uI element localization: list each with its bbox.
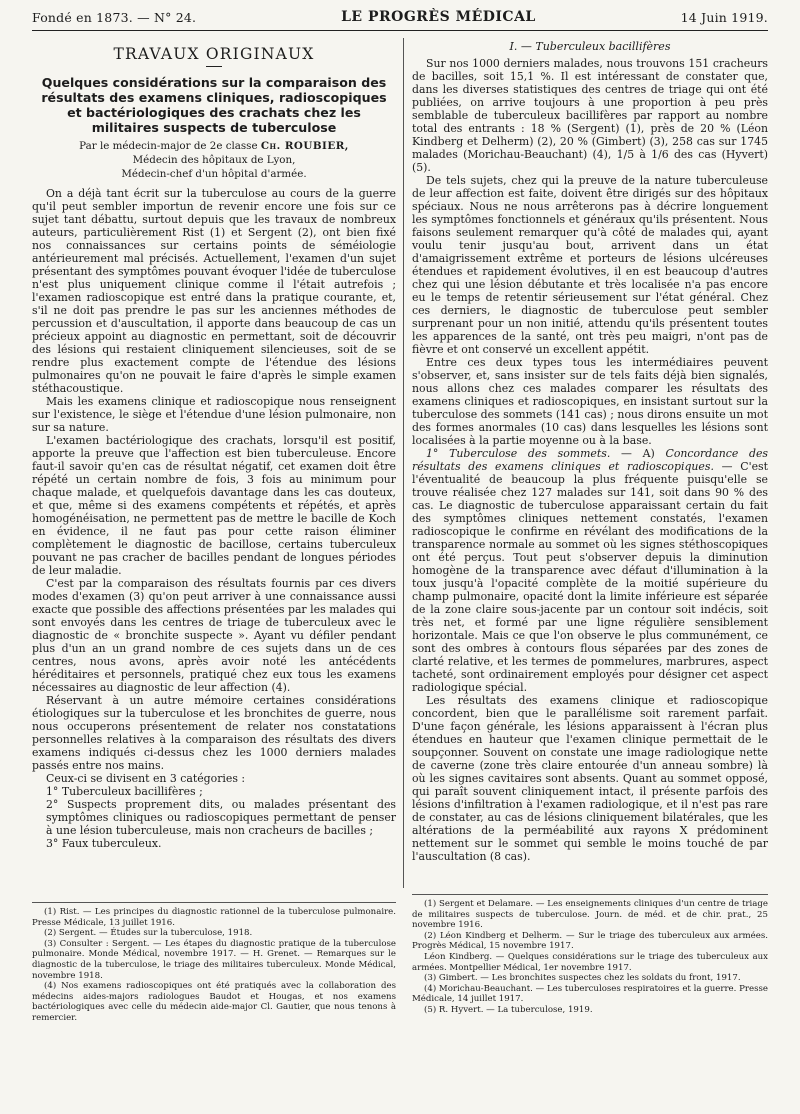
paragraph: C'est par la comparaison des résultats fournis par ces divers modes d'examen (3) qu'on peut arriver à une connaissance aussi exacte que possible des affections présentées par les malades qui sont envoyés dans les centres de triage de tuberculeux avec le diagnostic de « bronchite suspecte ». Ayant vu défiler pendant plus d'un an un grand nombre de ces sujets dans un de ces centres, nous avons, après avoir noté les antécédents héréditaires et personnels, pratiqué chez eux tous les examens nécessaires au diagnostic de leur affection (4).: [32, 577, 396, 694]
author-name: Ch. ROUBIER,: [260, 140, 349, 152]
footnote: (1) Sergent et Delamare. — Les enseignements cliniques d'un centre de triage de militaires suspects de tuberculose. Journ. de méd. et de chir. prat., 25 novembre 1916.: [412, 899, 768, 931]
footnote: (2) Sergent. — Études sur la tuberculose, 1918.: [44, 928, 253, 939]
sommets-lead: 1° Tuberculose des sommets.: [426, 447, 611, 460]
byline: [32, 139, 396, 181]
paragraph-sommets: [412, 447, 768, 694]
paragraph: Entre ces deux types tous les intermédiaires peuvent s'observer, et, sans insister sur de tels faits déjà bien signalés, nous allons chez ces malades comparer les résultats des examens cliniques et radioscopiques, en insistant surtout sur la tuberculose des sommets (141 cas) ; nous dirons ensuite un mot des formes anormales (10 cas) dans lesquelles les lésions sont localisées à la partie moyenne ou à la base.: [412, 356, 768, 447]
footnote: (3) Consulter : Sergent. — Les étapes du diagnostic pratique de la tuberculose pulmonaire. Monde Médical, novembre 1917. — H. Grenet. — Remarques sur le diagnostic de la tuberculose, le triage des militaires tuberculeux. Monde Médical, novembre 1918.: [32, 938, 396, 981]
paragraph: Ceux-ci se divisent en 3 catégories :: [46, 772, 246, 785]
footnote: (1) Rist. — Les principes du diagnostic rationnel de la tuberculose pulmonaire. Presse Médicale, 13 juillet 1916.: [32, 907, 396, 928]
footnote: (5) R. Hyvert. — La tuberculose, 1919.: [424, 1004, 593, 1015]
article-title: Quelques considérations sur la comparaison des résultats des examens cliniques, radioscopiques et bactériologiques des crachats chez les militaires suspects de tuberculose: [41, 75, 387, 135]
left-column: [32, 38, 396, 892]
paragraph: L'examen bactériologique des crachats, lorsqu'il est positif, apporte la preuve que l'affection est bien tuberculeuse. Encore faut-il savoir qu'en cas de résultat négatif, cet examen doit être répété un certain nombre de fois, 3 fois au minimum pour chaque malade, et quelquefois davantage dans les cas douteux, et que, même si des examens compétents et répétés, et après homogénéisation, ne permettent pas de mettre le bacille de Koch en évidence, il ne faut pas pour cette raison éliminer complètement le diagnostic de bacillose, certains tuberculeux pouvant ne pas cracher de bacilles pendant de longues périodes de leur maladie.: [32, 434, 396, 577]
byline-affiliation: Médecin des hôpitaux de Lyon,: [132, 154, 296, 166]
subsection-heading: I. — Tuberculeux bacillifères: [509, 40, 671, 53]
byline-line1: [32, 139, 396, 153]
header-founded: Fondé en 1873. — N° 24.: [32, 9, 197, 25]
category-item: 3° Faux tuberculeux.: [46, 837, 162, 850]
footnotes-left: [32, 902, 396, 1102]
paragraph: Les résultats des examens clinique et radioscopique concordent, bien que le parallélisme soit rarement parfait. D'une façon générale, les lésions apparaissent à l'écran plus étendues en hauteur que l'examen clinique permettait de le soupçonner. Souvent on constate une image radiologique nette de caverne (zone très claire entourée d'un anneau sombre) là où les signes cavitaires sont absents. Quant au sommet opposé, qui paraît souvent cliniquement intact, il présente parfois des lésions d'infiltration à l'examen radiologique, et il n'est pas rare de constater, au cas de lésions cliniquement bilatérales, que les altérations de la perméabilité aux rayons X prédominent nettement sur le sommet qui semble le moins touché de par l'auscultation (8 cas).: [412, 694, 768, 863]
byline-prefix: Par le médecin-major de 2e classe: [79, 140, 258, 152]
header-rule: [32, 30, 768, 31]
sommets-rest: — C'est l'éventualité de beaucoup la plus fréquente puisqu'elle se trouve réalisée chez 127 malades sur 141, soit dans 90 % des cas. Le diagnostic de tuberculose apparaissant certain du fait des symptômes cliniques nettement constatés, l'examen radioscopique le confirme en révélant des modifications de la transparence normale au sommet où les signes stéthoscopiques ont été perçus. Tout peut s'observer depuis la diminution homogène de la transparence avec défaut d'illumination à la toux jusqu'à l'opacité complète de la moitié supérieure du champ pulmonaire, opacité dont la limite inférieure est séparée de la zone claire sous-jacente par un contour soit indécis, soit très net, et formé par une ligne régulière sensiblement horizontale. Mais ce que l'on observe le plus communément, ce sont des ombres à contours flous séparées par des zones de clarté relative, et les termes de pommelures, marbrures, aspect tacheté, sont ordinairement employés pour désigner cet aspect radiologique spécial.: [412, 460, 768, 694]
title-dash: [206, 66, 222, 67]
paragraph: De tels sujets, chez qui la preuve de la nature tuberculeuse de leur affection est faite, doivent être dirigés sur des hôpitaux spéciaux. Nous ne nous arrêterons pas à décrire longuement les symptômes fonctionnels et généraux qu'ils présentent. Nous faisons seulement remarquer qu'à côté de malades qui, ayant voulu tenir jusqu'au bout, arrivent dans un état d'amaigrissement extrême et porteurs de lésions ulcéreuses étendues et rapidement évolutives, il en est beaucoup d'autres chez qui une lésion débutante et très localisée n'a pas encore eu le temps de retentir sérieusement sur l'état général. Chez ces derniers, le diagnostic de tuberculose peut sembler surprenant pour un non initié, attendu qu'ils présentent toutes les apparences de la santé, ont très peu maigri, n'ont pas de fièvre et ont conservé un excellent appétit.: [412, 174, 768, 356]
section-title: TRAVAUX ORIGINAUX: [113, 45, 315, 63]
sommets-italic: Concordance des résultats des examens cliniques et radioscopiques.: [412, 447, 768, 473]
category-item: 2° Suspects proprement dits, ou malades présentant des symptômes cliniques ou radioscopiques permettant de penser à une lésion tuberculeuse, mais non cracheurs de bacilles ;: [46, 798, 396, 837]
footnote: (4) Morichau-Beauchant. — Les tuberculoses respiratoires et la guerre. Presse Médicale, 14 juillet 1917.: [412, 983, 768, 1005]
column-divider: [403, 38, 404, 888]
sommets-mid: — A): [610, 447, 666, 460]
paragraph: On a déjà tant écrit sur la tuberculose au cours de la guerre qu'il peut sembler importun de revenir encore une fois sur ce sujet tant débattu, surtout depuis que les travaux de nombreux auteurs, particulièrement Rist (1) et Sergent (2), ont bien fixé nos connaissances sur certains points de séméiologie antérieurement mal précisés. Actuellement, l'examen d'un sujet présentant des symptômes pouvant évoquer l'idée de tuberculose n'est plus uniquement clinique comme il l'était autrefois ; l'examen radioscopique est entré dans la pratique courante, et, s'il ne doit pas prendre le pas sur les anciennes méthodes de percussion et d'auscultation, il apporte dans beaucoup de cas un précieux appoint au diagnostic en permettant, soit de découvrir des lésions qui restaient cliniquement silencieuses, soit de se rendre plus exactement compte de l'étendue des lésions pulmonaires qu'on ne pouvait le faire d'après le simple examen stéthacoustique.: [32, 187, 396, 395]
footnote: Léon Kindberg. — Quelques considérations sur le triage des tuberculeux aux armées. Montpellier Médical, 1er novembre 1917.: [412, 951, 768, 973]
footnote: (4) Nos examens radioscopiques ont été pratiqués avec la collaboration des médecins aides-majors radiologues Baudot et Hougas, et nos examens bactériologiques avec celle du médecin aide-major Cl. Gautier, que nous tenons à remercier.: [32, 981, 396, 1023]
paragraph: Réservant à un autre mémoire certaines considérations étiologiques sur la tuberculose et les bronchites de guerre, nous nous occuperons présentement de relater nos constatations personnelles relatives à la comparaison des résultats des divers examens indiqués ci-dessus chez les 1000 derniers malades passés entre nos mains.: [32, 694, 396, 772]
paragraph: Mais les examens clinique et radioscopique nous renseignent sur l'existence, le siège et l'étendue d'une lésion pulmonaire, non sur sa nature.: [32, 395, 396, 434]
footnotes-right: [412, 894, 768, 1094]
category-item: 1° Tuberculeux bacillifères ;: [46, 785, 203, 798]
footnote: (2) Léon Kindberg et Delherm. — Sur le triage des tuberculeux aux armées. Progrès Médical, 15 novembre 1917.: [412, 930, 768, 952]
footnote-rule: [412, 894, 768, 895]
footnote: (3) Gimbert. — Les bronchites suspectes chez les soldats du front, 1917.: [424, 973, 741, 984]
paragraph: Sur nos 1000 derniers malades, nous trouvons 151 cracheurs de bacilles, soit 15,1 %. Il est intéressant de constater que, dans les diverses statistiques des centres de triage qui ont été publiées, on arrive toujours à une proportion à peu près semblable de tuberculeux bacillifères par rapport au nombre total des entrants : 18 % (Sergent) (1), près de 20 % (Léon Kindberg et Delherm) (2), 20 % (Gimbert) (3), 258 cas sur 1745 malades (Morichau-Beauchant) (4), 1/5 à 1/6 des cas (Hyvert) (5).: [412, 57, 768, 174]
right-column: [412, 38, 768, 884]
byline-position: Médecin-chef d'un hôpital d'armée.: [121, 168, 307, 180]
footnote-rule: [32, 902, 396, 903]
header-date: 14 Juin 1919.: [680, 9, 768, 25]
running-header: [32, 6, 768, 28]
journal-name: LE PROGRÈS MÉDICAL: [341, 9, 536, 25]
